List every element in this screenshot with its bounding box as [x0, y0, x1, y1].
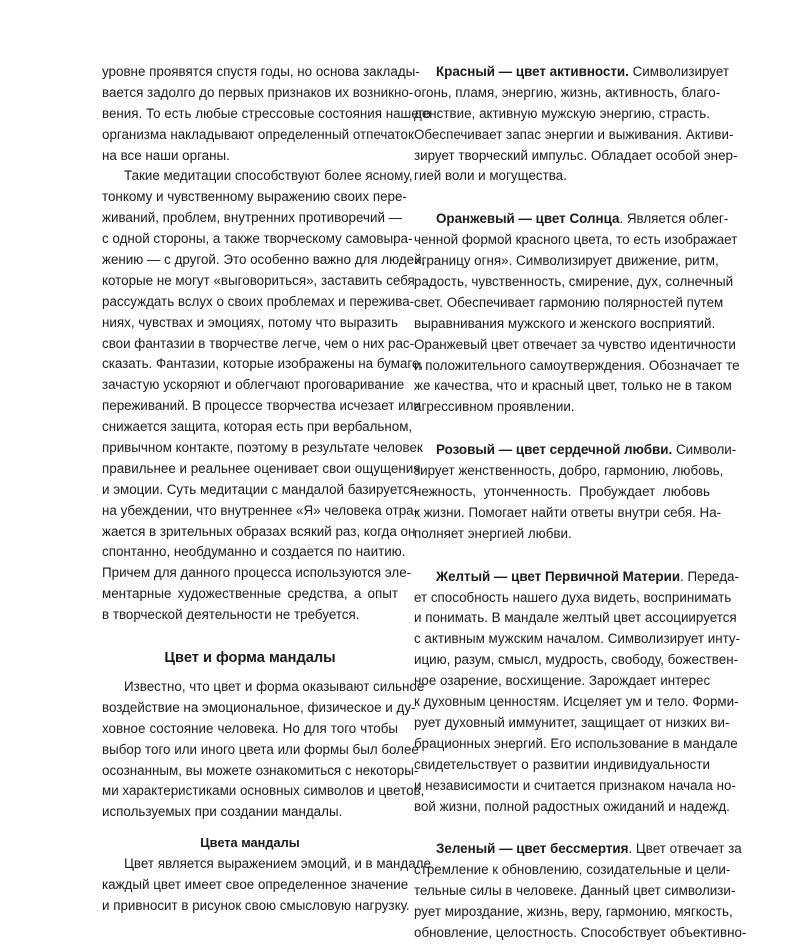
- text-line: тельные силы в человеке. Данный цвет символизи-: [414, 883, 736, 899]
- text-line: зирует творческий импульс. Обладает особой энер-: [414, 147, 738, 163]
- text-fragment: Символизирует: [628, 64, 729, 79]
- text-line: жению — с другой. Это особенно важно для людей,: [102, 252, 426, 268]
- text-line: ченной формой красного цвета, то есть изображает: [414, 232, 738, 248]
- text-line: полняет энергией любви.: [414, 525, 572, 541]
- text-line: [414, 567, 739, 588]
- text-line: выравнивания мужского и женского восприятий.: [414, 315, 716, 331]
- text-line: осознанным, вы можете ознакомиться с некоторы-: [102, 762, 419, 778]
- text-line: Такие медитации способствуют более ясному,: [124, 168, 413, 184]
- text-fragment: . Цвет отвечает за: [628, 841, 742, 857]
- text-fragment: . Является облег-: [619, 211, 729, 227]
- paragraph-meditations: [102, 166, 426, 626]
- text-line: Обеспечивает запас энергии и выживания. Активи-: [414, 126, 734, 142]
- subsection-heading: Цвета мандалы: [200, 835, 300, 851]
- text-line: нежность, утонченность. Пробуждает любовь: [414, 484, 710, 500]
- text-line: выбор того или иного цвета или формы был более: [102, 741, 419, 757]
- text-line: рует духовный иммунитет, защищает от низких ви-: [414, 714, 730, 730]
- text-line: [414, 440, 737, 461]
- text-line: на все наши органы.: [102, 147, 230, 163]
- text-line: и положительного самоутверждения. Обозначает те: [414, 357, 740, 373]
- text-line: же качества, что и красный цвет, только не в таком: [414, 378, 732, 394]
- paragraph-mandala-colors: [102, 854, 431, 917]
- text-line: зирует женственность, добро, гармонию, любовь,: [414, 463, 724, 479]
- text-line: каждый цвет имеет свое определенное значение: [102, 876, 409, 892]
- text-line: на убеждении, что внутреннее «Я» человека отра-: [102, 502, 419, 518]
- paragraph-color-form: [102, 677, 425, 823]
- text-line: свидетельствует о развитии индивидуальности: [414, 756, 710, 772]
- text-line: вой жизни, полной радостных ожиданий и надежд.: [414, 798, 730, 814]
- text-line: живаний, проблем, внутренних противоречий —: [102, 210, 403, 226]
- text-line: ми характеристиками основных символов и цветов,: [102, 783, 425, 799]
- text-line: рует мироздание, жизнь, веру, гармонию, мягкость,: [414, 904, 733, 920]
- text-line: воздействие на эмоциональное, физическое и ду-: [102, 699, 416, 715]
- text-line: Известно, что цвет и форма оказывают сильное: [124, 678, 425, 694]
- text-line: радость, чувственность, смирение, дух, солнечный: [414, 274, 734, 290]
- text-line: ет способность нашего духа видеть, воспринимать: [414, 589, 732, 605]
- text-line: к духовным ценностям. Исцеляет ум и тело. Форми-: [414, 694, 739, 710]
- text-line: ное озарение, восхищение. Зарождает интерес: [414, 673, 711, 689]
- color-entry-red: [414, 62, 738, 187]
- color-term: Зеленый — цвет бессмертия: [436, 841, 629, 857]
- text-line: правильнее и реальнее оценивает свои ощущения: [102, 460, 421, 476]
- text-line: ховное состояние человека. Но для того чтобы: [102, 720, 398, 736]
- text-line: стремление к обновлению, созидательные и цели-: [414, 862, 731, 878]
- color-term: Желтый — цвет Первичной Материи: [436, 568, 681, 584]
- text-line: жается в зрительных образах всякий раз, когда он: [102, 523, 416, 539]
- text-line: Цвет является выражением эмоций, и в мандале: [124, 856, 431, 872]
- text-line: переживаний. В процессе творчества исчезает или: [102, 398, 421, 414]
- text-line: ментарные художественные средства, а опыт: [102, 586, 398, 602]
- text-line: гией воли и могущества.: [414, 168, 567, 184]
- text-line: Причем для данного процесса используются эле-: [102, 565, 412, 581]
- color-entry-orange: [414, 209, 740, 418]
- text-line: в творческой деятельности не требуется.: [102, 607, 360, 623]
- text-line: огонь, пламя, энергию, жизнь, активность, благо-: [414, 84, 721, 100]
- text-line: с одной стороны, а также творческому самовыра-: [102, 231, 413, 247]
- text-line: агрессивном проявлении.: [414, 399, 575, 415]
- text-line: вения. То есть любые стрессовые состояния нашего: [102, 105, 431, 121]
- text-line: [414, 209, 729, 230]
- text-line: [414, 839, 742, 860]
- text-line: ицию, разум, смысл, мудрость, свободу, божествен-: [414, 652, 739, 668]
- text-line: спонтанно, необдуманно и создается по наитию.: [102, 544, 406, 560]
- color-entry-green: [414, 839, 747, 943]
- text-line: и понимать. В мандале желтый цвет ассоциируется: [414, 610, 737, 626]
- text-line: которые не могут «выговориться», заставить себя: [102, 272, 415, 288]
- color-entry-yellow: [414, 567, 741, 818]
- text-fragment: Символи-: [672, 442, 737, 458]
- color-entry-pink: [414, 440, 737, 544]
- text-line: используемых при создании мандалы.: [102, 804, 343, 820]
- text-line: к жизни. Помогает найти ответы внутри себя. На-: [414, 504, 722, 520]
- section-heading: Цвет и форма мандалы: [164, 650, 336, 667]
- text-line: и привносит в рисунок свою смысловую нагрузку.: [102, 897, 410, 913]
- text-fragment: . Переда-: [680, 568, 739, 584]
- text-line: привычном контакте, поэтому в результате человек: [102, 440, 423, 456]
- color-term: Красный — цвет активности.: [436, 64, 629, 79]
- text-line: Оранжевый цвет отвечает за чувство идентичности: [414, 336, 736, 352]
- text-line: и независимости и считается признаком начала но-: [414, 777, 736, 793]
- text-line: брационных энергий. Его использование в мандале: [414, 735, 738, 751]
- paragraph-stress-continuation: [102, 62, 431, 166]
- text-line: сказать. Фантазии, которые изображены на бумаге,: [102, 356, 424, 372]
- left-column: [102, 62, 431, 917]
- text-line: ниях, чувствах и эмоциях, потому что выразить: [102, 314, 398, 330]
- right-column: [414, 62, 747, 944]
- text-line: тонкому и чувственному выражению своих пере-: [102, 189, 407, 205]
- text-line: вается задолго до первых признаков их возникно-: [102, 84, 414, 100]
- text-line: «границу огня». Символизирует движение, ритм,: [414, 253, 719, 269]
- text-line: и эмоции. Суть медитации с мандалой базируется: [102, 481, 417, 497]
- text-line: свет. Обеспечивает гармонию полярностей путем: [414, 294, 724, 310]
- color-term: Оранжевый — цвет Солнца: [436, 211, 620, 227]
- text-line: рассуждать вслух о своих проблемах и пережива-: [102, 293, 415, 309]
- text-line: денствие, активную мужскую энергию, страсть.: [414, 105, 710, 121]
- text-line: обновление, целостность. Способствует объективно-: [414, 924, 747, 940]
- text-line: с активным мужским началом. Символизирует инту-: [414, 631, 741, 647]
- text-line: снижается защита, которая есть при вербальном,: [102, 419, 413, 435]
- text-line: организма накладывают определенный отпечаток: [102, 126, 414, 142]
- text-line: уровне проявятся спустя годы, но основа заклады-: [102, 64, 420, 79]
- text-line: [414, 62, 729, 83]
- text-line: зачастую ускоряют и облегчают проговаривание: [102, 377, 405, 393]
- color-term: Розовый — цвет сердечной любви.: [436, 442, 673, 458]
- text-line: свои фантазии в творчестве легче, чем о них рас-: [102, 335, 415, 351]
